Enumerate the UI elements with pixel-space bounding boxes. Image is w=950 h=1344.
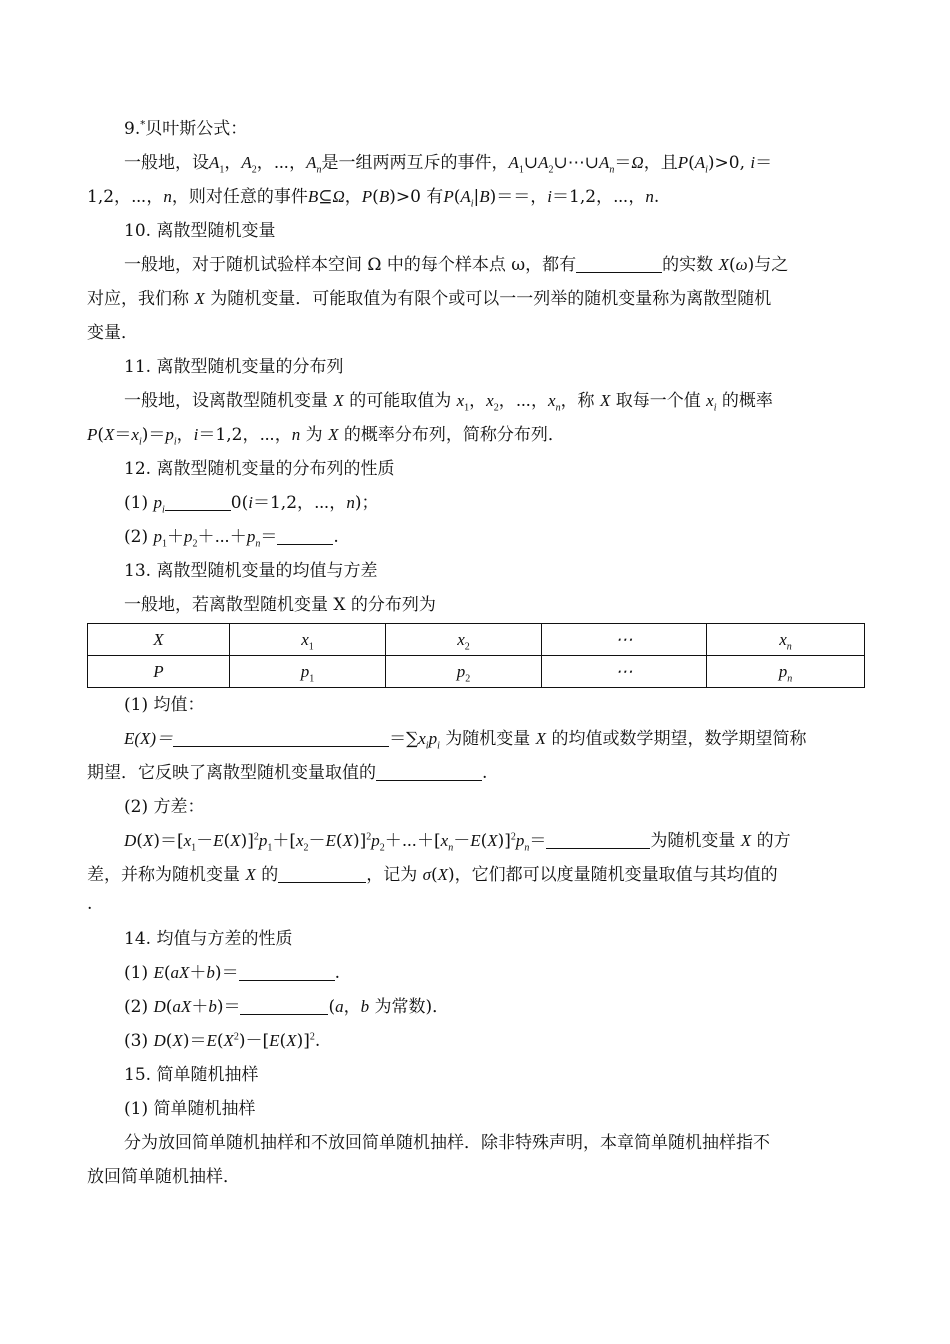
section-15-heading: 15. 简单随机抽样 bbox=[124, 1065, 259, 1085]
section-15-subheading: (1) 简单随机抽样 bbox=[124, 1099, 256, 1119]
section-11-line-1: 一般地，设离散型随机变量 X 的可能取值为 $x_1$，$x_2$，⋯，$x_n$，称 X 取每一个值 $x_i$ 的概率 bbox=[124, 391, 773, 414]
section-10-line-3: 变量． bbox=[87, 323, 138, 343]
section-13-intro: 一般地，若离散型随机变量 X 的分布列为 bbox=[124, 595, 436, 615]
section-9-title: 贝叶斯公式： bbox=[145, 119, 248, 139]
variance-line-2: 差，并称为随机变量 X 的 ，记为 σ(X)，它们都可以度量随机变量取值与其均值的 bbox=[87, 865, 778, 885]
fill-blank bbox=[173, 729, 389, 747]
section-9-star: * bbox=[140, 119, 146, 131]
section-12-item-2: (2) $p_1+p_2+\cdots+p_n=$ . bbox=[124, 527, 339, 550]
table-cell: $x_n$ bbox=[707, 624, 865, 656]
section-14-heading: 14. 均值与方差的性质 bbox=[124, 929, 293, 949]
section-11-heading: 11. 离散型随机变量的分布列 bbox=[124, 357, 344, 377]
fill-blank bbox=[239, 963, 335, 981]
document-page bbox=[87, 112, 864, 1194]
fill-blank bbox=[240, 997, 328, 1015]
mean-line-2: 期望．它反映了离散型随机变量取值的 . bbox=[87, 763, 488, 783]
section-12-item-1: (1) $p_i$ 0(i＝1,2，⋯，n)； bbox=[124, 493, 379, 516]
section-14-item-1: (1) E(aX＋b)＝ . bbox=[124, 963, 340, 983]
variance-line-3: . bbox=[87, 894, 93, 914]
table-row bbox=[88, 624, 865, 656]
table-cell: $p_2$ bbox=[386, 656, 542, 688]
section-10-line-2: 对应，我们称 X 为随机变量．可能取值为有限个或可以一一列举的随机变量称为离散型随机 bbox=[87, 289, 772, 309]
section-12-heading: 12. 离散型随机变量的分布列的性质 bbox=[124, 459, 395, 479]
section-9-line-2: 1,2，⋯，n，则对任意的事件B⊆Ω，P(B)>0 有$P(A_i|B)==$，i＝1,2，⋯，n. bbox=[87, 187, 660, 210]
section-9-line-1: 一般地，设$A_1$，$A_2$，⋯，$A_n$是一组两两互斥的事件，$A_1\cup A_2\cup\cdots\cup A_n=\Omega$，且$P(A_i)>0$, i＝ bbox=[124, 153, 773, 176]
fill-blank bbox=[376, 763, 482, 781]
fill-blank bbox=[277, 527, 333, 545]
table-cell: ⋯ bbox=[542, 656, 707, 688]
mean-heading: (1) 均值： bbox=[124, 695, 205, 715]
section-11-line-2: $P(X=x_i)=p_i$，i＝1,2，⋯，n 为 X 的概率分布列，简称分布列． bbox=[87, 425, 565, 448]
section-14-item-2: (2) D(aX＋b)＝ (a，b 为常数)． bbox=[124, 997, 450, 1017]
variance-line-1: $D(X)=[x_1-E(X)]^2p_1+[x_2-E(X)]^2p_2+\cdots+[x_n-E(X)]^2p_n=$ 为随机变量 X 的方 bbox=[124, 831, 791, 854]
table-cell: P bbox=[88, 656, 230, 688]
fill-blank bbox=[546, 831, 650, 849]
table-cell: X bbox=[88, 624, 230, 656]
section-10-heading: 10. 离散型随机变量 bbox=[124, 221, 276, 241]
table-cell: $x_2$ bbox=[386, 624, 542, 656]
variance-heading: (2) 方差： bbox=[124, 797, 205, 817]
fill-blank bbox=[576, 255, 662, 273]
table-cell: ⋯ bbox=[542, 624, 707, 656]
section-9-heading bbox=[87, 112, 864, 146]
table-cell: $p_n$ bbox=[707, 656, 865, 688]
fill-blank bbox=[165, 493, 231, 511]
section-15-line-1: 分为放回简单随机抽样和不放回简单随机抽样．除非特殊声明，本章简单随机抽样指不 bbox=[124, 1133, 770, 1153]
section-15-line-2: 放回简单随机抽样． bbox=[87, 1167, 240, 1187]
section-9-number: 9. bbox=[124, 119, 141, 139]
table-cell: $p_1$ bbox=[230, 656, 386, 688]
section-14-item-3: (3) $D(X)=E(X^2)-[E(X)]^2$. bbox=[124, 1031, 321, 1051]
section-13-heading: 13. 离散型随机变量的均值与方差 bbox=[124, 561, 378, 581]
distribution-table bbox=[87, 623, 865, 688]
table-cell: $x_1$ bbox=[230, 624, 386, 656]
table-row bbox=[88, 656, 865, 688]
mean-line-1: $E(X)= =\sum x_ip_i$ 为随机变量 X 的均值或数学期望，数学期望简称 bbox=[124, 729, 807, 752]
fill-blank bbox=[278, 865, 366, 883]
section-10-line-1: 一般地，对于随机试验样本空间 Ω 中的每个样本点 ω，都有 的实数 X(ω)与之 bbox=[124, 255, 789, 275]
